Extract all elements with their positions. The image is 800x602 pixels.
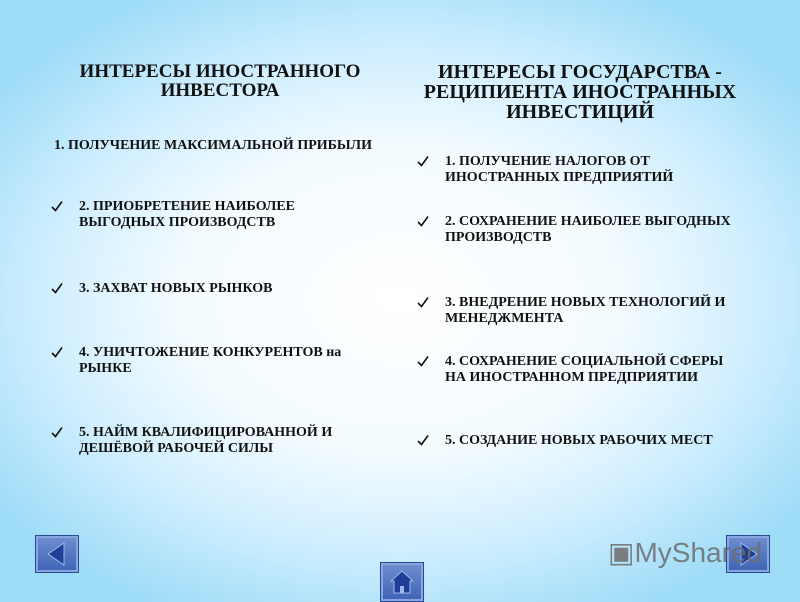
watermark-text: MyShared <box>634 537 763 568</box>
list-item <box>416 214 746 246</box>
list-item-text: 1. ПОЛУЧЕНИЕ НАЛОГОВ ОТ ИНОСТРАННЫХ ПРЕДПРИЯТИЙ <box>445 154 674 186</box>
list-item <box>50 199 380 231</box>
left-column-heading: ИНТЕРЕСЫ ИНОСТРАННОГО ИНВЕСТОРА <box>79 61 361 101</box>
list-item <box>416 295 756 327</box>
list-item-text: 2. ПРИОБРЕТЕНИЕ НАИБОЛЕЕ ВЫГОДНЫХ ПРОИЗВОДСТВ <box>79 199 296 231</box>
checkmark-icon <box>50 345 64 359</box>
list-item-text: 2. СОХРАНЕНИЕ НАИБОЛЕЕ ВЫГОДНЫХ ПРОИЗВОДСТВ <box>445 214 731 246</box>
right-column <box>410 61 770 448</box>
checkmark-icon <box>50 281 64 295</box>
previous-slide-button[interactable] <box>35 535 79 573</box>
list-item-text: 3. ЗАХВАТ НОВЫХ РЫНКОВ <box>79 281 273 296</box>
right-column-heading: ИНТЕРЕСЫ ГОСУДАРСТВА - РЕЦИПИЕНТА ИНОСТРАННЫХ ИНВЕСТИЦИЙ <box>423 61 737 123</box>
list-item-text: 1. ПОЛУЧЕНИЕ МАКСИМАЛЬНОЙ ПРИБЫЛИ <box>54 138 372 153</box>
presentation-icon: ▣ <box>608 537 635 568</box>
list-item-text: 5. НАЙМ КВАЛИФИЦИРОВАННОЙ И ДЕШЁВОЙ РАБОЧЕЙ СИЛЫ <box>79 425 333 457</box>
home-icon <box>381 563 423 601</box>
list-item <box>50 345 380 377</box>
list-item-text: 4. УНИЧТОЖЕНИЕ КОНКУРЕНТОВ на РЫНКЕ <box>79 345 342 377</box>
checkmark-icon <box>416 214 430 228</box>
checkmark-icon <box>416 154 430 168</box>
list-item <box>50 281 380 297</box>
list-item <box>48 138 378 154</box>
checkmark-icon <box>50 199 64 213</box>
list-item-text: 3. ВНЕДРЕНИЕ НОВЫХ ТЕХНОЛОГИЙ И МЕНЕДЖМЕНТА <box>445 295 726 327</box>
list-item-text: 5. СОЗДАНИЕ НОВЫХ РАБОЧИХ МЕСТ <box>445 433 713 448</box>
list-item <box>416 433 746 449</box>
list-item-text: 4. СОХРАНЕНИЕ СОЦИАЛЬНОЙ СФЕРЫ НА ИНОСТРАННОМ ПРЕДПРИЯТИИ <box>445 354 724 386</box>
list-item <box>416 354 746 386</box>
list-item <box>416 154 746 186</box>
checkmark-icon <box>416 354 430 368</box>
watermark-logo <box>608 536 762 569</box>
checkmark-icon <box>416 295 430 309</box>
home-button[interactable] <box>380 562 424 602</box>
checkmark-icon <box>416 433 430 447</box>
triangle-left-icon <box>36 536 78 572</box>
left-column <box>40 61 400 457</box>
list-item <box>50 425 380 457</box>
checkmark-icon <box>50 425 64 439</box>
